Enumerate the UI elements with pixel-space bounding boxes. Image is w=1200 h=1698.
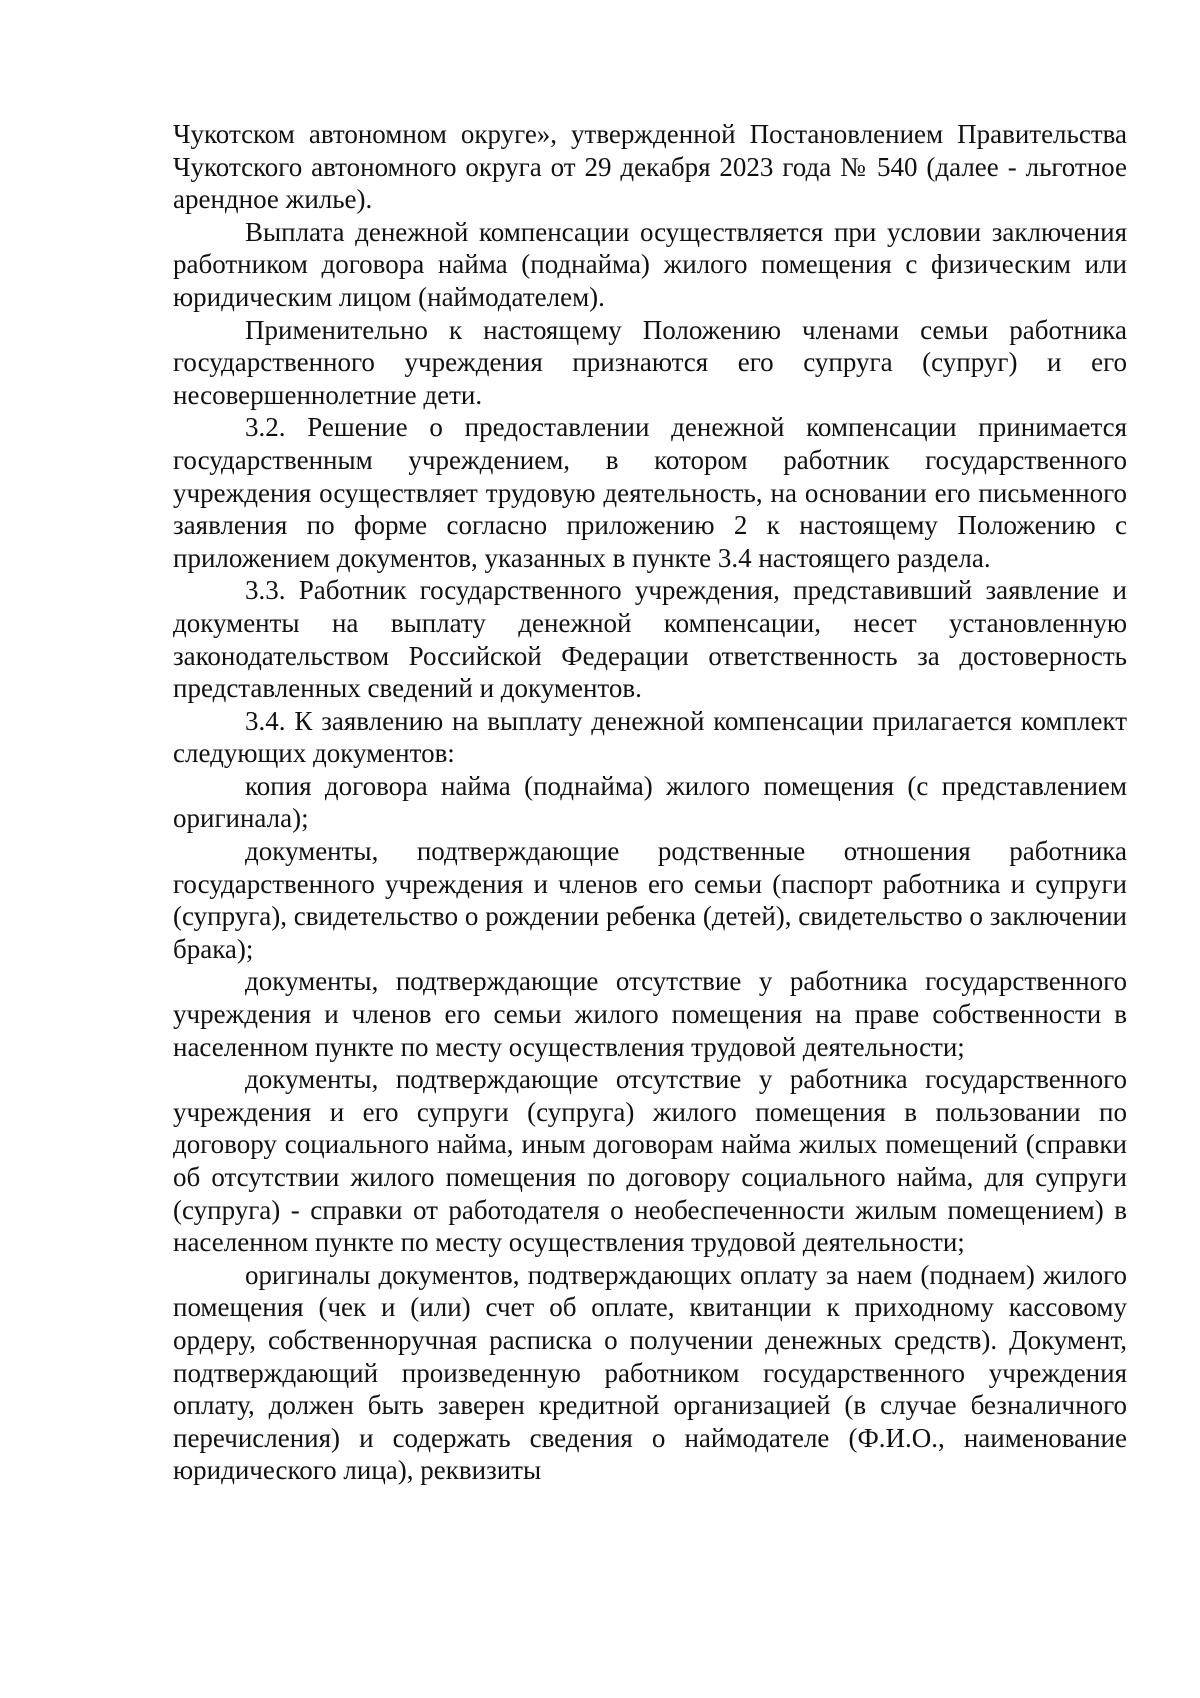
paragraph-continuation: Чукотском автономном округе», утвержденной Постановлением Правительства Чукотского автономного округа от 29 декабря 2023 года № 540 (далее - льготное арендное жилье). xyxy=(173,119,1127,215)
paragraph-3-3: 3.3. Работник государственного учреждения, представивший заявление и документы на выплату денежной компенсации, несет установленную законодательством Российской Федерации ответственность за достоверность представленных сведений и документов. xyxy=(173,575,1127,704)
list-item-contract-copy: копия договора найма (поднайма) жилого помещения (с представлением оригинала); xyxy=(173,770,1127,834)
paragraph-3-2: 3.2. Решение о предоставлении денежной компенсации принимается государственным учреждением, в котором работник государственного учреждения осуществляет трудовую деятельность, на основании его письменного заявления по форме согласно приложению 2 к настоящему Положению с приложением документов, указанных в пункте 3.4 настоящего раздела. xyxy=(173,412,1127,573)
list-item-no-social-tenancy-documents: документы, подтверждающие отсутствие у работника государственного учреждения и его супруги (супруга) жилого помещения в пользовании по договору социального найма, иным договорам найма жилых помещений (справки об отсутствии жилого помещения по договору социального найма, для супруги (супруга) - справки от работодателя о необеспеченности жилым помещением) в населенном пункте по месту осуществления трудовой деятельности; xyxy=(173,1064,1127,1258)
paragraph-family-members: Применительно к настоящему Положению членами семьи работника государственного учреждения признаются его супруга (супруг) и его несовершеннолетние дети. xyxy=(173,314,1127,410)
paragraph-3-4: 3.4. К заявлению на выплату денежной компенсации прилагается комплект следующих документов: xyxy=(173,705,1127,769)
list-item-payment-originals: оригиналы документов, подтверждающих оплату за наем (поднаем) жилого помещения (чек и (или) счет об оплате, квитанции к приходному кассовому ордеру, собственноручная расписка о получении денежных средств). Документ, подтверждающий произведенную работником государственного учреждения оплату, должен быть заверен кредитной организацией (в случае безналичного перечисления) и содержать сведения о наймодателе (Ф.И.О., наименование юридического лица), реквизиты xyxy=(173,1259,1127,1486)
paragraph-compensation-condition: Выплата денежной компенсации осуществляется при условии заключения работником договора найма (поднайма) жилого помещения с физическим или юридическим лицом (наймодателем). xyxy=(173,216,1127,312)
document-page xyxy=(173,118,1127,1487)
list-item-no-ownership-documents: документы, подтверждающие отсутствие у работника государственного учреждения и членов его семьи жилого помещения на праве собственности в населенном пункте по месту осуществления трудовой деятельности; xyxy=(173,966,1127,1062)
list-item-kinship-documents: документы, подтверждающие родственные отношения работника государственного учреждения и членов его семьи (паспорт работника и супруги (супруга), свидетельство о рождении ребенка (детей), свидетельство о заключении брака); xyxy=(173,836,1127,964)
